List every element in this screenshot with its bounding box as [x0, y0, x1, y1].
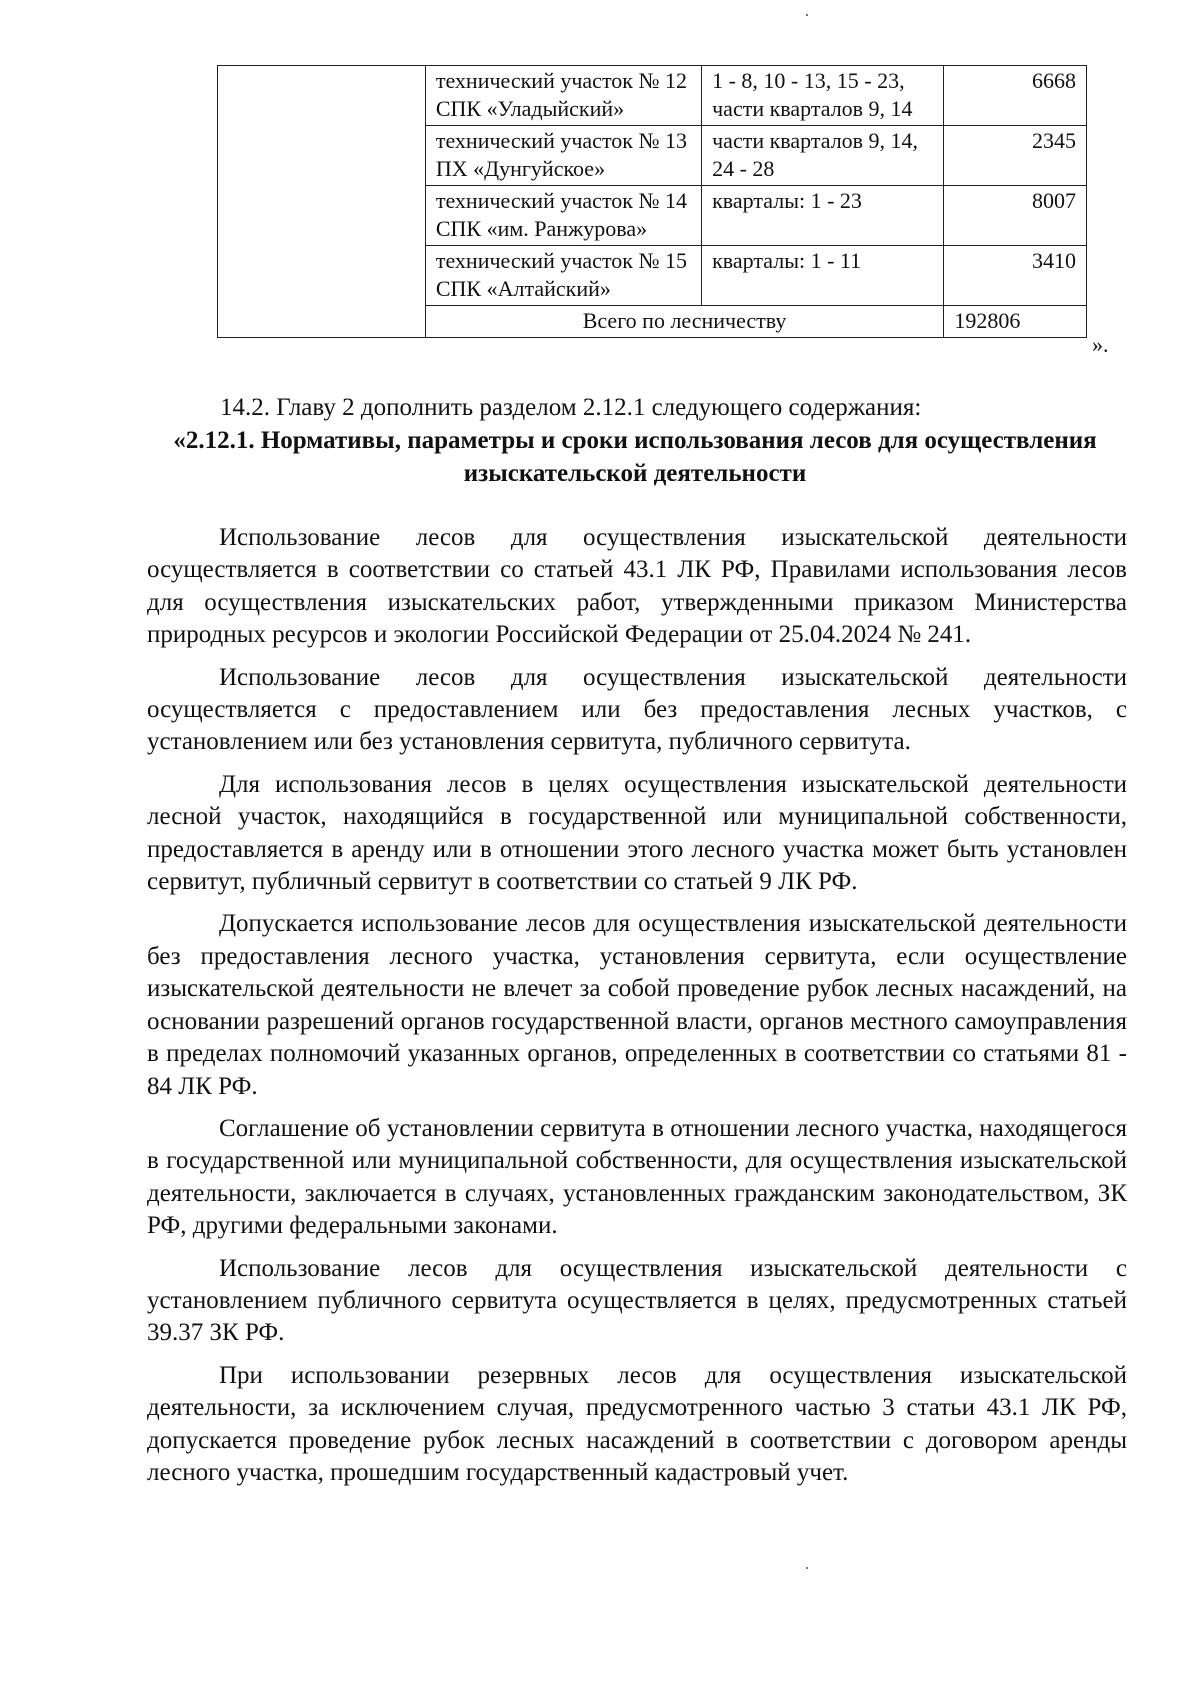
paragraph: Допускается использование лесов для осуществления изыскательской деятельности без предоставления лесного участка, установления сервитута, если осуществление изыскательской деятельности не влечет за собой проведение рубок лесных насаждений, на основании разрешений органов государственной власти, органов местного самоуправления в пределах полномочий указанных органов, определенных в соответствии со статьями 81 - 84 ЛК РФ.	[147, 910, 1127, 1100]
area-cell: 2345	[944, 126, 1087, 186]
forest-areas-table	[217, 65, 1087, 338]
paragraph: Для использования лесов в целях осуществления изыскательской деятельности лесной участок, находящийся в государственной или муниципальной собственности, предоставляется в аренду или в отношении этого лесного участка может быть установлен сервитут, публичный сервитут в соответствии со статьей 9 ЛК РФ.	[147, 770, 1127, 896]
quarters-cell: части кварталов 9, 14, 24 - 28	[702, 126, 944, 186]
total-value: 192806	[944, 306, 1087, 338]
forest-areas-table-wrapper	[217, 65, 1087, 338]
area-cell: 8007	[944, 186, 1087, 246]
section-heading: «2.12.1. Нормативы, параметры и сроки использования лесов для осуществления изыскательской деятельности	[173, 427, 1097, 487]
closing-quote: ».	[1092, 332, 1109, 357]
quarters-cell: кварталы: 1 - 11	[702, 246, 944, 306]
blank-cell	[218, 66, 426, 338]
total-label: Всего по лесничеству	[425, 306, 943, 338]
site-cell: технический участок № 13 ПХ «Дунгуйское»	[425, 126, 701, 186]
amendment-intro: 14.2. Главу 2 дополнить разделом 2.12.1 следующего содержания:	[220, 394, 922, 421]
paragraph: Использование лесов для осуществления изыскательской деятельности с установлением публичного сервитута осуществляется в целях, предусмотренных статьей 39.37 ЗК РФ.	[147, 1254, 1127, 1347]
site-cell: технический участок № 14 СПК «им. Ранжурова»	[425, 186, 701, 246]
site-cell: технический участок № 12 СПК «Уладыйский»	[425, 66, 701, 126]
quarters-cell: 1 - 8, 10 - 13, 15 - 23, части кварталов 9, 14	[702, 66, 944, 126]
section-body	[147, 522, 1127, 1499]
scan-speck	[806, 1567, 808, 1569]
scan-speck	[806, 14, 808, 16]
area-cell: 6668	[944, 66, 1087, 126]
paragraph: Использование лесов для осуществления изыскательской деятельности осуществляется с предоставлением или без предоставления лесных участков, с установлением или без установления сервитута, публичного сервитута.	[147, 663, 1127, 756]
paragraph: Использование лесов для осуществления изыскательской деятельности осуществляется в соответствии со статьей 43.1 ЛК РФ, Правилами использования лесов для осуществления изыскательских работ, утвержденными приказом Министерства природных ресурсов и экологии Российской Федерации от 25.04.2024 № 241.	[147, 524, 1127, 649]
paragraph: При использовании резервных лесов для осуществления изыскательской деятельности, за исключением случая, предусмотренного частью 3 статьи 43.1 ЛК РФ, допускается проведение рубок лесных насаждений в соответствии с договором аренды лесного участка, прошедшим государственный кадастровый учет.	[147, 1361, 1127, 1486]
site-cell: технический участок № 15 СПК «Алтайский»	[425, 246, 701, 306]
area-cell: 3410	[944, 246, 1087, 306]
paragraph: Соглашение об установлении сервитута в отношении лесного участка, находящегося в государственной или муниципальной собственности, для осуществления изыскательской деятельности, заключается в случаях, установленных гражданским законодательством, ЗК РФ, другими федеральными законами.	[147, 1114, 1127, 1240]
table-row	[218, 66, 1087, 126]
quarters-cell: кварталы: 1 - 23	[702, 186, 944, 246]
